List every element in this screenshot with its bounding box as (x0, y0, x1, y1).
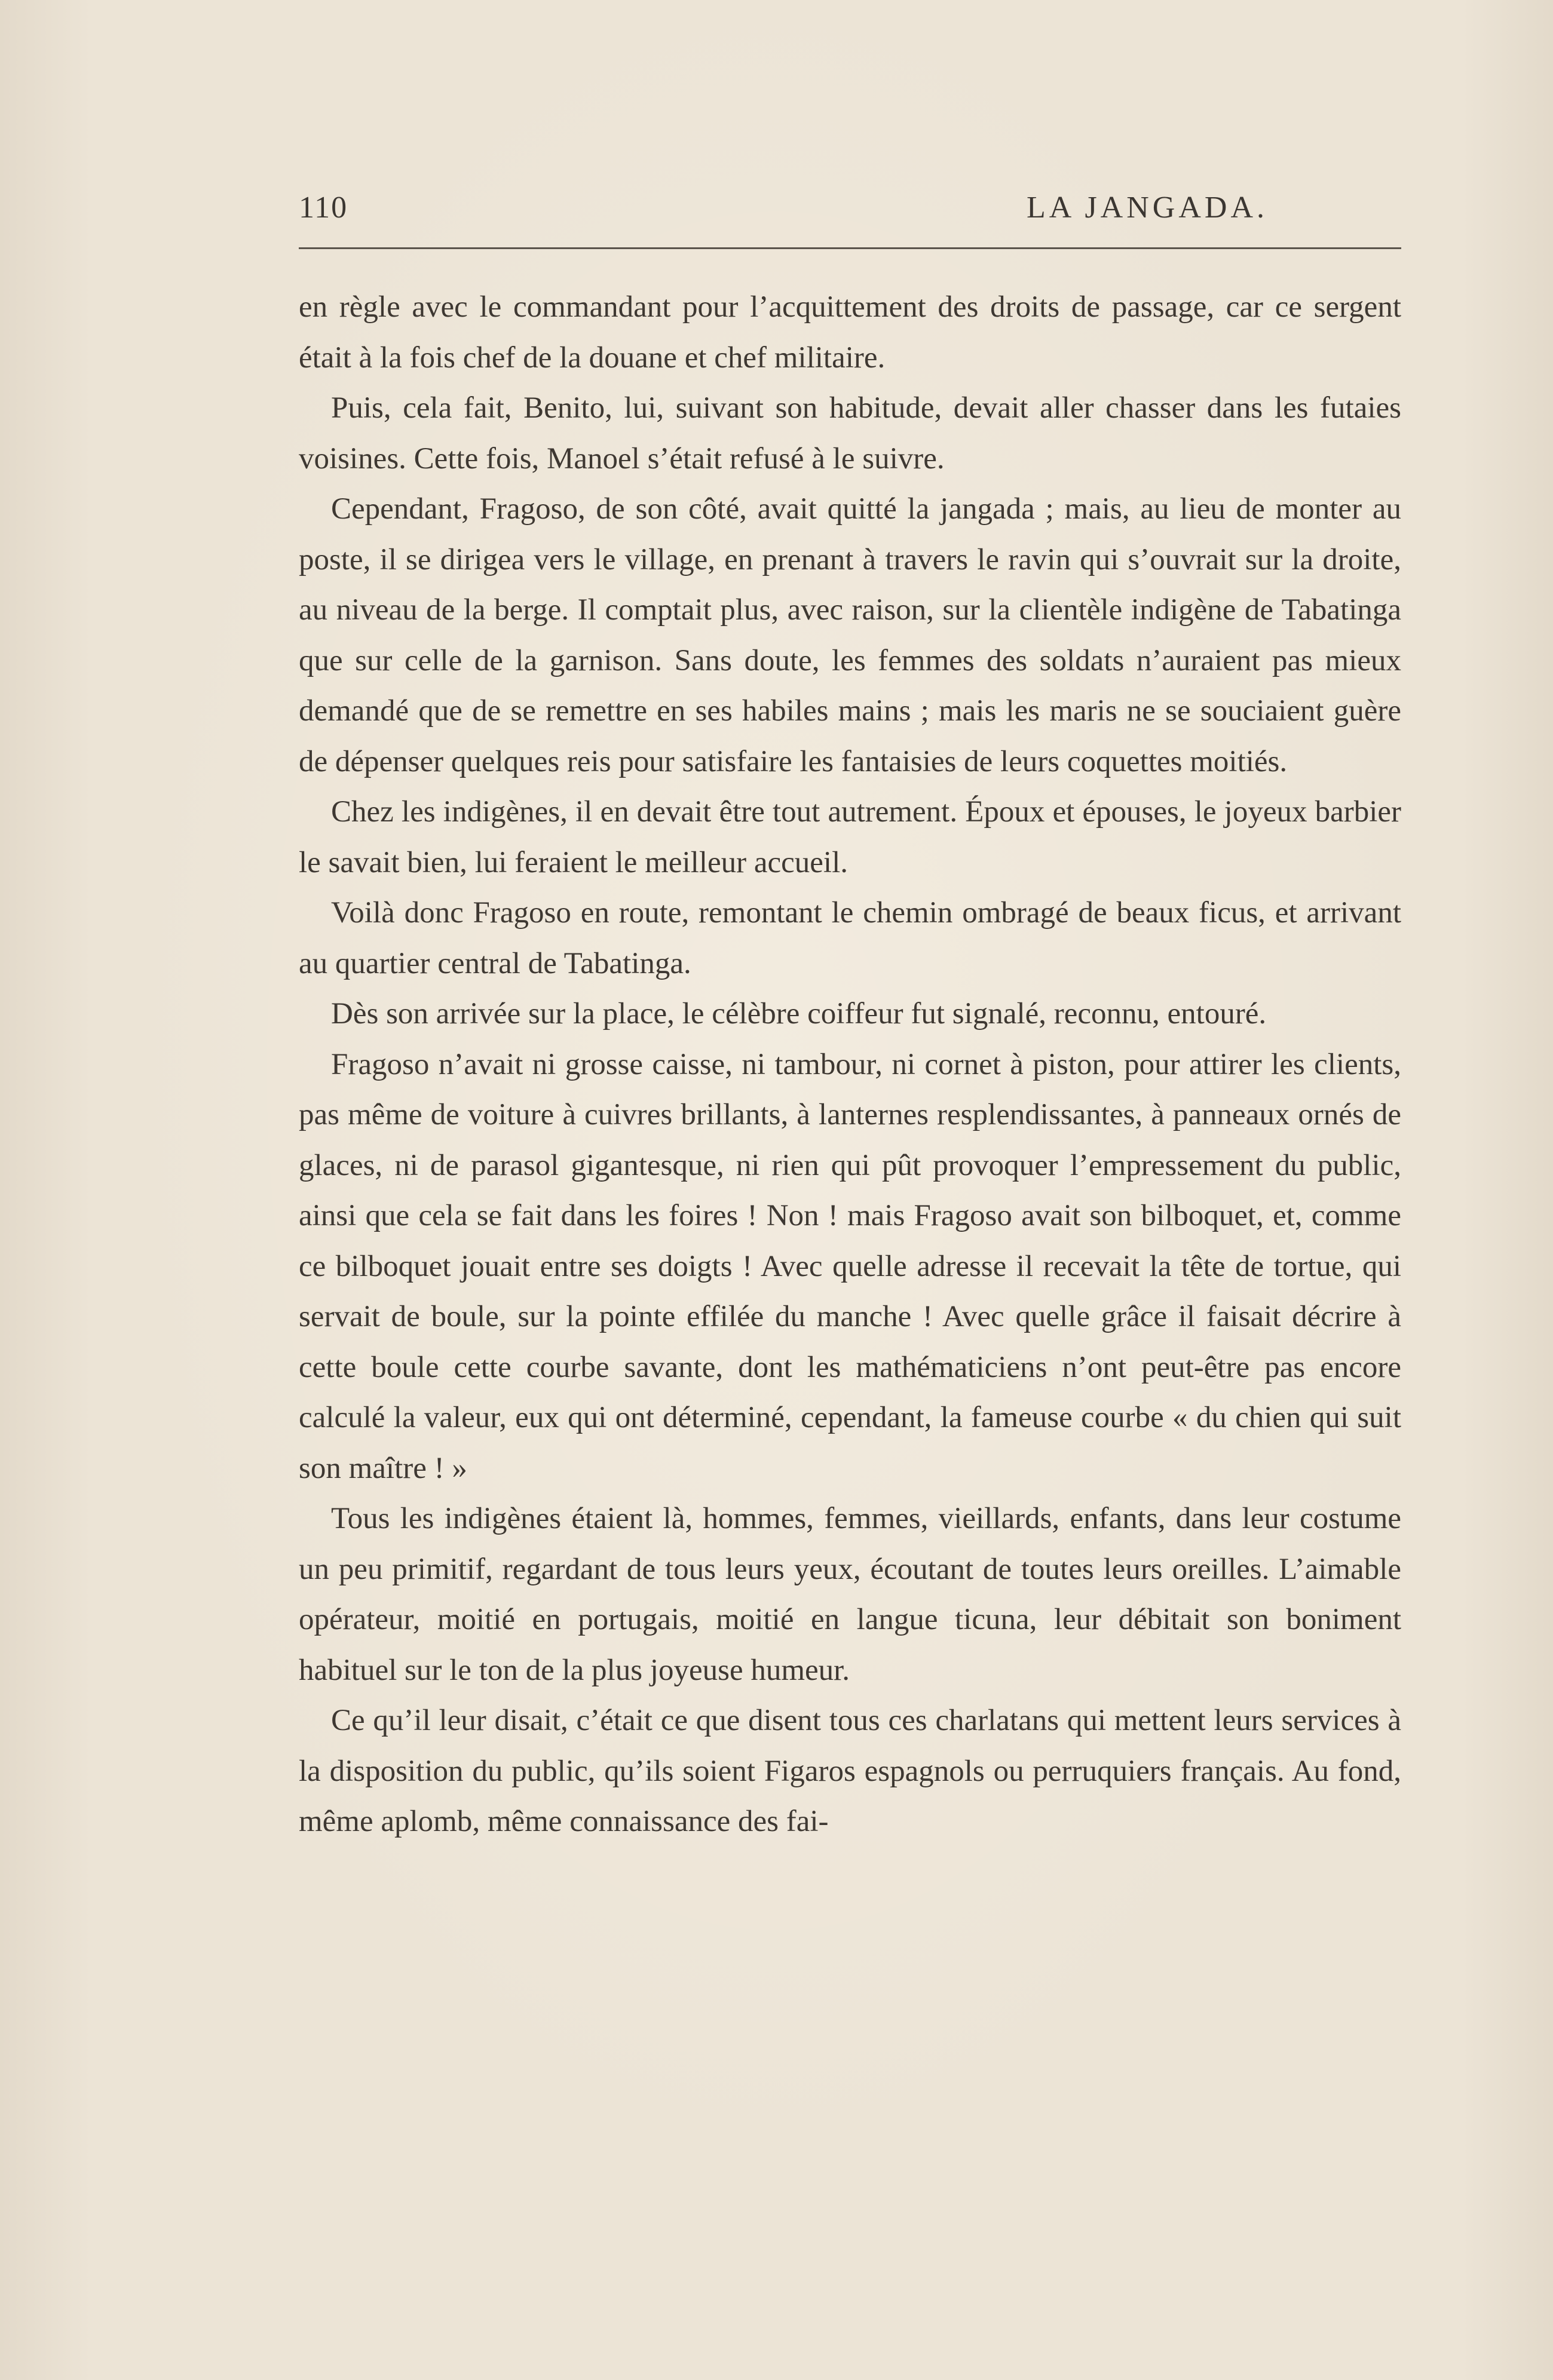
paragraph-1: en règle avec le commandant pour l’acquittement des droits de passage, car ce sergent était à la fois chef de la douane et chef militaire. (299, 290, 1401, 375)
paragraph-4: Chez les indigènes, il en devait être tout autrement. Époux et épouses, le joyeux barbier le savait bien, lui feraient le meilleur accueil. (299, 795, 1401, 879)
paragraph-7: Fragoso n’avait ni grosse caisse, ni tambour, ni cornet à piston, pour attirer les clients, pas même de voiture à cuivres brillants, à lanternes resplendissantes, à panneaux ornés de glaces, ni de parasol gigantesque, ni rien qui pût provoquer l’empressement du public, ainsi que cela se fait dans les foires ! Non ! mais Fragoso avait son bilboquet, et, comme ce bilboquet jouait entre ses doigts ! Avec quelle adresse il recevait la tête de tortue, qui servait de boule, sur la pointe effilée du manche ! Avec quelle grâce il faisait décrire à cette boule cette courbe savante, dont les mathématiciens n’ont peut-être pas encore calculé la valeur, eux qui ont déterminé, cependant, la fameuse courbe « du chien qui suit son maître ! » (299, 1047, 1401, 1485)
page-header (299, 190, 1401, 226)
header-rule (299, 247, 1401, 249)
paragraph-2: Puis, cela fait, Benito, lui, suivant son habitude, devait aller chasser dans les futaies voisines. Cette fois, Manoel s’était refusé à le suivre. (299, 391, 1401, 476)
body-text (299, 282, 1401, 1847)
paragraph-6: Dès son arrivée sur la place, le célèbre coiffeur fut signalé, reconnu, entouré. (331, 997, 1267, 1030)
page-number: 110 (299, 191, 348, 225)
paragraph-3: Cependant, Fragoso, de son côté, avait quitté la jangada ; mais, au lieu de monter au poste, il se dirigea vers le village, en prenant à travers le ravin qui s’ouvrait sur la droite, au niveau de la berge. Il comptait plus, avec raison, sur la clientèle indigène de Tabatinga que sur celle de la garnison. Sans doute, les femmes des soldats n’auraient pas mieux demandé que de se remettre en ses habiles mains ; mais les maris ne se souciaient guère de dépenser quelques reis pour satisfaire les fantaisies de leurs coquettes moitiés. (299, 492, 1401, 778)
paragraph-9: Ce qu’il leur disait, c’était ce que disent tous ces charlatans qui mettent leurs services à la disposition du public, qu’ils soient Figaros espagnols ou perruquiers français. Au fond, même aplomb, même connaissance des fai- (299, 1704, 1401, 1838)
running-title: LA JANGADA. (1027, 191, 1268, 225)
paragraph-8: Tous les indigènes étaient là, hommes, femmes, vieillards, enfants, dans leur costume un peu primitif, regardant de tous leurs yeux, écoutant de toutes leurs oreilles. L’aimable opérateur, moitié en portugais, moitié en langue ticuna, leur débitait son boniment habituel sur le ton de la plus joyeuse humeur. (299, 1502, 1401, 1687)
paragraph-5: Voilà donc Fragoso en route, remontant le chemin ombragé de beaux ficus, et arrivant au quartier central de Tabatinga. (299, 896, 1401, 980)
